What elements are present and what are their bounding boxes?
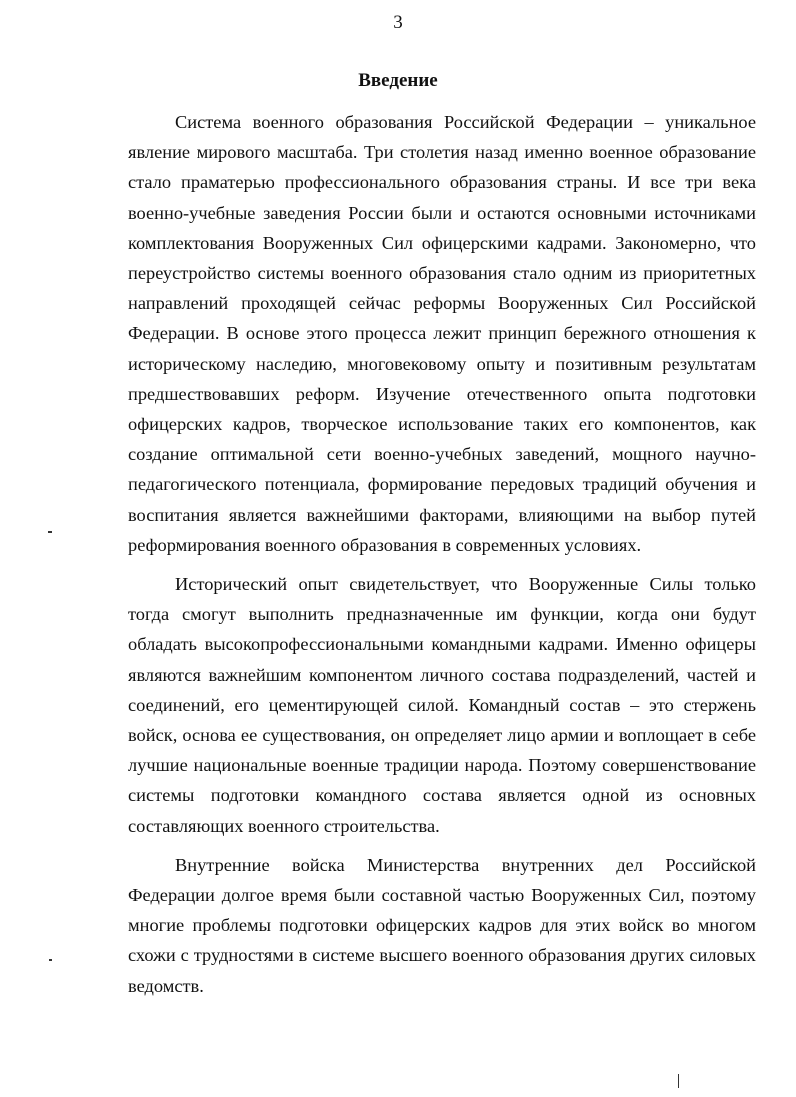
body-text: [128, 107, 756, 1001]
scan-mark: [48, 531, 52, 533]
section-title: Введение: [358, 70, 438, 91]
paragraph-2: Исторический опыт свидетельствует, что Вооруженные Силы только тогда смогут выполнить предназначенные им функции, когда они будут обладать высокопрофессиональными командными кадрами. Именно офицеры являются важнейшим компонентом личного состава подразделений, частей и соединений, его цементирующей силой. Командный состав – это стержень войск, основа ее существования, он определяет лицо армии и воплощает в себе лучшие национальные военные традиции народа. Поэтому совершенствование системы подготовки командного состава является одной из основных составляющих военного строительства.: [128, 574, 756, 836]
paragraph-3: Внутренние войска Министерства внутренних дел Российской Федерации долгое время были составной частью Вооруженных Сил, поэтому многие проблемы подготовки офицерских кадров для этих войск во многом схожи с трудностями в системе высшего военного образования других силовых ведомств.: [128, 854, 756, 996]
scan-mark: [678, 1074, 679, 1088]
paragraph-1: Система военного образования Российской Федерации – уникальное явление мирового масштаба. Три столетия назад именно военное образование стало праматерью профессионального образования страны. И все три века военно-учебные заведения России были и остаются основными источниками комплектования Вооруженных Сил офицерскими кадрами. Закономерно, что переустройство системы военного образования стало одним из приоритетных направлений проходящей сейчас реформы Вооруженных Сил Российской Федерации. В основе этого процесса лежит принцип бережного отношения к историческому наследию, многовековому опыту и позитивным результатам предшествовавших реформ. Изучение отечественного опыта подготовки офицерских кадров, творческое использование таких его компонентов, как создание оптимальной сети военно-учебных заведений, мощного научно-педагогического потенциала, формирование передовых традиций обучения и воспитания является важнейшими факторами, влияющими на выбор путей реформирования военного образования в современных условиях.: [128, 112, 756, 555]
page-number: 3: [393, 12, 403, 33]
scan-mark: [49, 959, 52, 961]
